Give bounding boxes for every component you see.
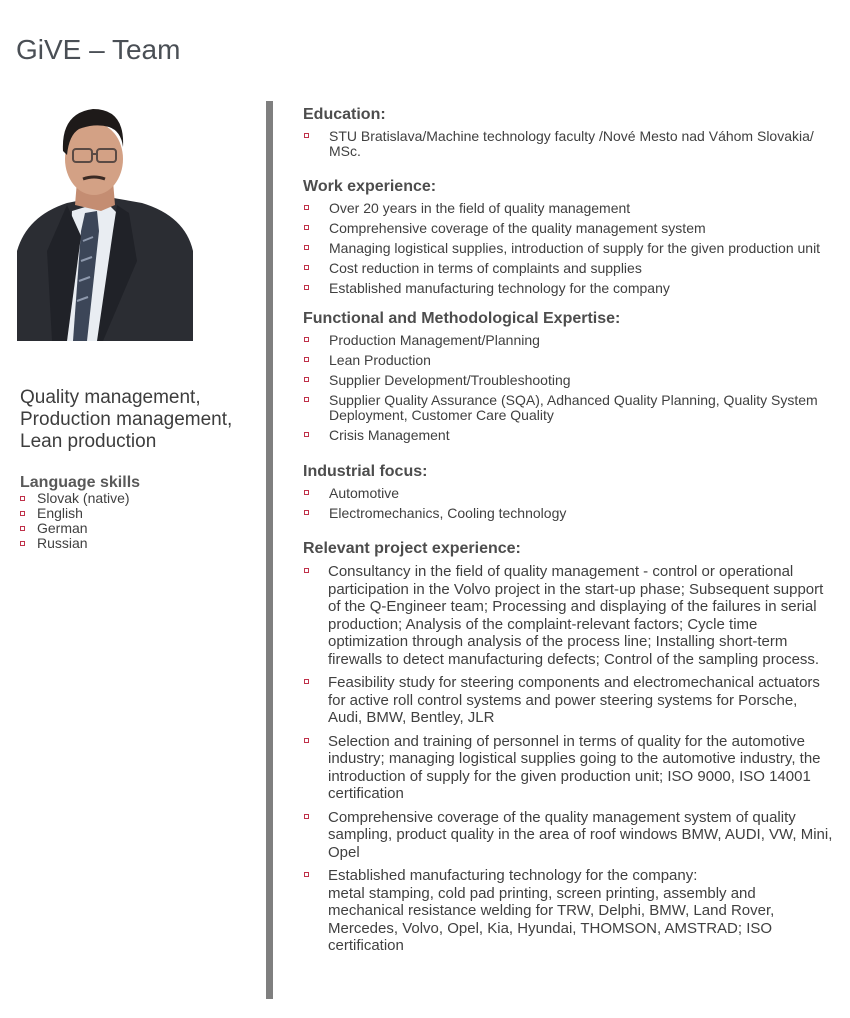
item-text: Selection and training of personnel in terms of quality for the automotive industry; managing logistical supplies going to the automotive industry, the introduction of supply for the given production unit; ISO 9000, ISO 14001 certification bbox=[328, 732, 821, 802]
role-line: Production management, bbox=[20, 409, 233, 430]
square-bullet-icon bbox=[304, 510, 309, 515]
item-text: Automotive bbox=[329, 485, 400, 501]
list-item bbox=[303, 333, 833, 348]
language-item bbox=[20, 506, 130, 521]
education-list bbox=[303, 129, 833, 159]
language-skills-heading: Language skills bbox=[20, 474, 141, 491]
work-experience-list bbox=[303, 201, 833, 296]
expertise-heading: Functional and Methodological Expertise: bbox=[303, 310, 621, 327]
item-text: Production Management/Planning bbox=[329, 332, 540, 348]
item-text: Supplier Quality Assurance (SQA), Adhanced Quality Planning, Quality System Deployment, Customer Care Quality bbox=[329, 392, 818, 423]
language-label: German bbox=[37, 520, 88, 536]
square-bullet-icon bbox=[304, 568, 309, 573]
list-item bbox=[303, 867, 833, 955]
square-bullet-icon bbox=[304, 377, 309, 382]
list-item bbox=[303, 563, 833, 668]
square-bullet-icon bbox=[304, 285, 309, 290]
list-item bbox=[303, 353, 833, 368]
square-bullet-icon bbox=[304, 432, 309, 437]
industrial-focus-heading: Industrial focus: bbox=[303, 463, 428, 480]
expertise-list bbox=[303, 333, 833, 443]
square-bullet-icon bbox=[20, 511, 25, 516]
square-bullet-icon bbox=[304, 814, 309, 819]
cv-content bbox=[303, 105, 833, 961]
list-item bbox=[303, 506, 833, 521]
list-item bbox=[303, 241, 833, 256]
language-item bbox=[20, 491, 130, 506]
list-item bbox=[303, 809, 833, 862]
item-text: Electromechanics, Cooling technology bbox=[329, 505, 567, 521]
square-bullet-icon bbox=[304, 225, 309, 230]
item-text: Lean Production bbox=[329, 352, 431, 368]
language-list bbox=[20, 491, 130, 551]
item-text: Over 20 years in the field of quality management bbox=[329, 200, 631, 216]
language-item bbox=[20, 536, 130, 551]
list-item bbox=[303, 129, 833, 159]
list-item bbox=[303, 221, 833, 236]
square-bullet-icon bbox=[304, 245, 309, 250]
square-bullet-icon bbox=[304, 738, 309, 743]
item-text: Feasibility study for steering components and electromechanical actuators for active roll control systems and power steering systems for Porsche, Audi, BMW, Bentley, JLR bbox=[328, 674, 820, 726]
role-summary bbox=[20, 387, 260, 453]
vertical-divider bbox=[266, 101, 273, 999]
list-item bbox=[303, 201, 833, 216]
list-item bbox=[303, 428, 833, 443]
item-text: Comprehensive coverage of the quality management system bbox=[329, 220, 706, 236]
square-bullet-icon bbox=[20, 526, 25, 531]
role-line: Lean production bbox=[20, 431, 157, 452]
list-item bbox=[303, 261, 833, 276]
item-text: Established manufacturing technology for the company: metal stamping, cold pad printing, screen printing, assembly and mechanical resistance welding for TRW, Delphi, BMW, Land Rover, Mercedes, Volvo, Opel, Kia, Hyundai, THOMSON, AMSTRAD; ISO certification bbox=[328, 867, 775, 954]
list-item bbox=[303, 486, 833, 501]
industrial-focus-list bbox=[303, 486, 833, 521]
square-bullet-icon bbox=[304, 265, 309, 270]
work-experience-heading: Work experience: bbox=[303, 178, 437, 195]
language-item bbox=[20, 521, 130, 536]
page-title: GiVE – Team bbox=[16, 34, 181, 65]
item-text: Managing logistical supplies, introduction of supply for the given production unit bbox=[329, 240, 821, 256]
list-item bbox=[303, 281, 833, 296]
square-bullet-icon bbox=[20, 496, 25, 501]
square-bullet-icon bbox=[304, 357, 309, 362]
square-bullet-icon bbox=[304, 397, 309, 402]
item-text: Cost reduction in terms of complaints and supplies bbox=[329, 260, 642, 276]
square-bullet-icon bbox=[304, 205, 309, 210]
education-heading: Education: bbox=[303, 106, 386, 123]
language-label: Slovak (native) bbox=[37, 490, 130, 506]
square-bullet-icon bbox=[20, 541, 25, 546]
item-text: Established manufacturing technology for the company bbox=[329, 280, 670, 296]
list-item bbox=[303, 393, 833, 423]
item-text: Supplier Development/Troubleshooting bbox=[329, 372, 571, 388]
person-portrait-image bbox=[17, 101, 193, 341]
item-text: STU Bratislava/Machine technology faculty /Nové Mesto nad Váhom Slovakia/ MSc. bbox=[329, 128, 814, 159]
item-text: Consultancy in the field of quality management - control or operational participation in the Volvo project in the start-up phase; Subsequent support of the Q-Engineer team; Processing and displaying of the failures in serial production; Analysis of the complaint-relevant factors; Cycle time optimization through analysis of the process line; Installing short-term firewalls to detect manufacturing defects; Control of the sampling process. bbox=[328, 563, 824, 668]
list-item bbox=[303, 733, 833, 803]
square-bullet-icon bbox=[304, 679, 309, 684]
list-item bbox=[303, 373, 833, 388]
item-text: Comprehensive coverage of the quality management system of quality sampling, product quality in the area of roof windows BMW, AUDI, VW, Mini, Opel bbox=[328, 808, 833, 861]
list-item bbox=[303, 674, 833, 727]
square-bullet-icon bbox=[304, 133, 309, 138]
item-text: Crisis Management bbox=[329, 427, 450, 443]
profile-photo bbox=[17, 101, 193, 341]
language-label: Russian bbox=[37, 535, 88, 551]
role-line: Quality management, bbox=[20, 387, 201, 408]
project-experience-heading: Relevant project experience: bbox=[303, 540, 521, 557]
square-bullet-icon bbox=[304, 337, 309, 342]
square-bullet-icon bbox=[304, 490, 309, 495]
language-label: English bbox=[37, 505, 83, 521]
project-experience-list bbox=[303, 563, 833, 955]
square-bullet-icon bbox=[304, 872, 309, 877]
